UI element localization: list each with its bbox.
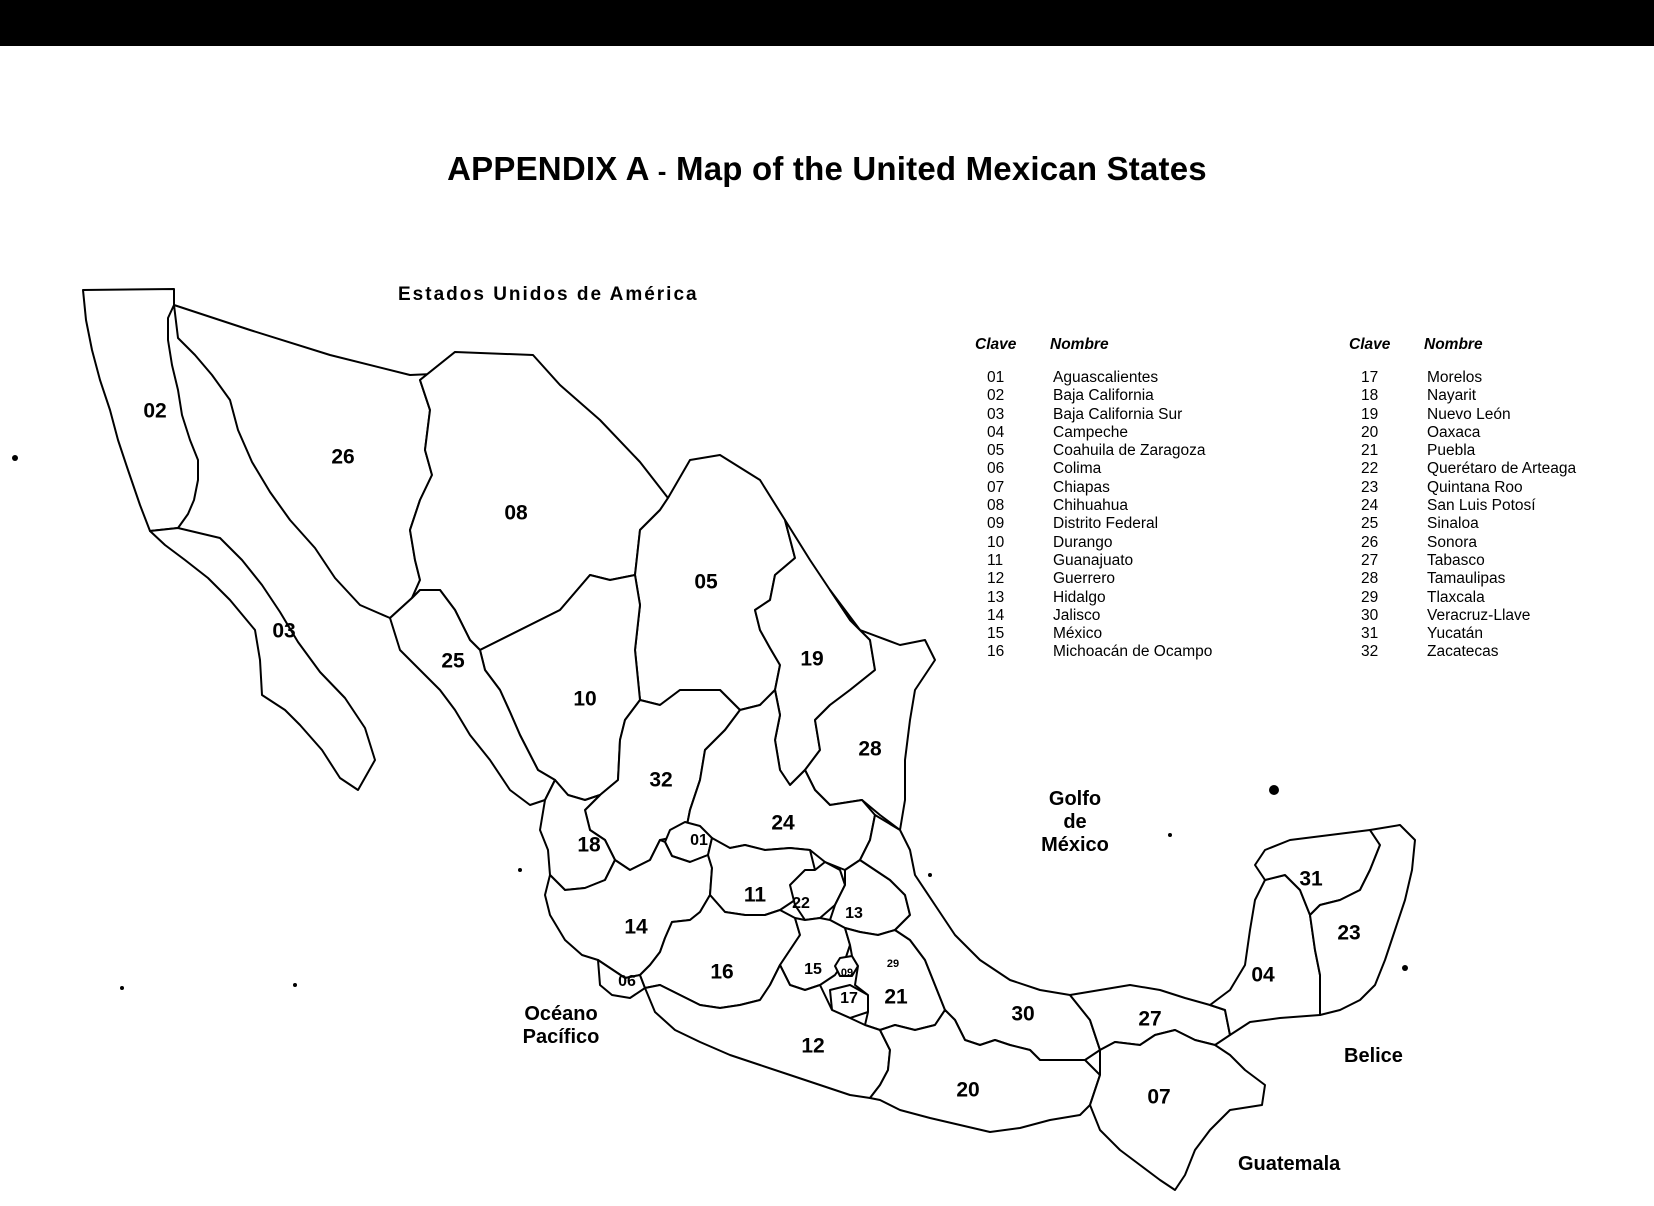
label-15: 15 — [804, 961, 822, 979]
label-08: 08 — [504, 501, 528, 525]
legend-state-name: Nayarit — [1427, 387, 1477, 405]
legend-state-name: Chiapas — [1053, 478, 1110, 496]
label-05: 05 — [694, 570, 718, 594]
island-speck — [518, 868, 522, 872]
island-speck — [928, 873, 932, 877]
legend-state-name: Michoacán de Ocampo — [1053, 643, 1213, 661]
legend-state-name: Morelos — [1427, 369, 1483, 386]
legend-state-name: Querétaro de Arteaga — [1427, 460, 1577, 478]
legend-code: 30 — [1361, 606, 1379, 624]
label-31: 31 — [1299, 867, 1323, 891]
legend-state-name: México — [1053, 625, 1103, 643]
legend-code: 08 — [987, 497, 1005, 515]
legend-state-name: San Luis Potosí — [1427, 497, 1536, 515]
legend-state-name: Sonora — [1427, 533, 1477, 551]
legend-code: 11 — [987, 551, 1004, 569]
label-gulf-of-mexico — [1030, 788, 1120, 857]
legend-code: 26 — [1361, 533, 1379, 551]
pacific-line-1: Océano — [524, 1003, 598, 1025]
label-11: 11 — [743, 883, 767, 907]
label-02: 02 — [143, 399, 167, 423]
label-26: 26 — [331, 445, 355, 469]
legend-code: 17 — [1361, 369, 1379, 386]
legend-code: 07 — [987, 478, 1005, 496]
legend-state-name: Chihuahua — [1053, 497, 1128, 515]
title-dash: - — [657, 156, 667, 186]
island-speck — [1168, 833, 1172, 837]
legend-header-name: Nombre — [1050, 336, 1109, 353]
label-18: 18 — [577, 833, 601, 857]
legend-state-name: Distrito Federal — [1053, 515, 1159, 533]
legend-code: 02 — [987, 387, 1005, 405]
legend-code: 09 — [987, 515, 1005, 533]
legend-code: 28 — [1361, 570, 1379, 588]
legend-state-name: Durango — [1053, 533, 1113, 551]
legend-code: 29 — [1361, 588, 1379, 606]
legend-code: 14 — [987, 606, 1005, 624]
label-17: 17 — [840, 990, 858, 1008]
label-24: 24 — [771, 811, 795, 835]
legend-state-name: Puebla — [1427, 442, 1476, 460]
label-guatemala: Guatemala — [1238, 1153, 1341, 1175]
legend-state-name: Guerrero — [1053, 570, 1116, 588]
legend-state-name: Hidalgo — [1053, 588, 1106, 606]
label-07: 07 — [1147, 1085, 1171, 1109]
island-speck — [12, 455, 18, 461]
label-03: 03 — [272, 619, 296, 643]
legend-code: 06 — [987, 460, 1005, 478]
legend-state-name: Yucatán — [1427, 625, 1484, 643]
legend-code: 22 — [1361, 460, 1379, 478]
legend-code: 15 — [987, 625, 1005, 643]
legend-state-name: Tlaxcala — [1427, 588, 1485, 606]
label-20: 20 — [956, 1078, 980, 1102]
label-06: 06 — [618, 973, 636, 991]
legend-code: 12 — [987, 570, 1005, 588]
legend-code: 13 — [987, 588, 1005, 606]
island-speck — [1269, 785, 1279, 795]
legend-right — [1349, 336, 1649, 676]
title-appendix: APPENDIX A — [447, 150, 649, 187]
legend-state-name: Veracruz-Llave — [1427, 606, 1531, 624]
legend-state-name: Campeche — [1053, 423, 1128, 441]
legend-code: 18 — [1361, 387, 1379, 405]
legend-header-name: Nombre — [1424, 336, 1483, 353]
island-speck — [120, 986, 124, 990]
legend-state-name: Nuevo León — [1427, 405, 1511, 423]
island-speck — [293, 983, 297, 987]
label-14: 14 — [624, 915, 648, 939]
title-rest: Map of the United Mexican States — [676, 150, 1207, 187]
legend-code: 21 — [1361, 442, 1379, 460]
legend-code: 03 — [987, 405, 1005, 423]
label-23: 23 — [1337, 921, 1361, 945]
legend-state-name: Zacatecas — [1427, 643, 1499, 661]
label-13: 13 — [845, 905, 863, 923]
label-27: 27 — [1138, 1007, 1162, 1031]
label-32: 32 — [649, 768, 673, 792]
gulf-line-3: México — [1041, 834, 1109, 856]
legend-left — [975, 336, 1295, 676]
legend-state-name: Colima — [1053, 460, 1102, 478]
legend-code: 27 — [1361, 551, 1379, 569]
legend-header-code: Clave — [1349, 336, 1391, 353]
label-09: 09 — [840, 966, 854, 979]
label-22: 22 — [792, 895, 810, 913]
legend-code: 23 — [1361, 478, 1379, 496]
legend-code: 20 — [1361, 423, 1379, 441]
legend-code: 31 — [1361, 625, 1379, 643]
legend-state-name: Baja California Sur — [1053, 405, 1183, 423]
gulf-line-1: Golfo — [1048, 788, 1102, 810]
label-12: 12 — [801, 1034, 825, 1058]
label-19: 19 — [800, 647, 824, 671]
label-04: 04 — [1251, 963, 1275, 987]
legend-code: 05 — [987, 442, 1005, 460]
island-speck — [1402, 965, 1408, 971]
legend-state-name: Jalisco — [1053, 606, 1101, 624]
legend-state-name: Oaxaca — [1427, 423, 1481, 441]
label-21: 21 — [884, 985, 908, 1009]
legend-code: 16 — [987, 643, 1005, 661]
legend-code: 10 — [987, 533, 1005, 551]
label-10: 10 — [573, 687, 597, 711]
legend-state-name: Tabasco — [1427, 551, 1485, 569]
legend-state-name: Baja California — [1053, 387, 1154, 405]
label-pacific-ocean — [506, 1003, 616, 1049]
pacific-line-2: Pacífico — [522, 1026, 600, 1048]
label-28: 28 — [858, 737, 882, 761]
label-29: 29 — [886, 957, 900, 970]
legend-code: 24 — [1361, 497, 1379, 515]
legend-code: 25 — [1361, 515, 1379, 533]
legend-state-name: Quintana Roo — [1427, 478, 1523, 496]
label-25: 25 — [441, 649, 465, 673]
legend-code: 19 — [1361, 405, 1379, 423]
label-01: 01 — [690, 832, 708, 850]
legend-state-name: Sinaloa — [1427, 515, 1479, 533]
legend-code: 01 — [987, 369, 1005, 386]
label-30: 30 — [1011, 1002, 1035, 1026]
legend-state-name: Coahuila de Zaragoza — [1053, 442, 1206, 460]
legend-code: 04 — [987, 423, 1005, 441]
legend-header-code: Clave — [975, 336, 1017, 353]
label-belize: Belice — [1344, 1045, 1403, 1067]
legend-state-name: Tamaulipas — [1427, 570, 1506, 588]
legend-code: 32 — [1361, 643, 1379, 661]
legend-state-name: Guanajuato — [1053, 551, 1134, 569]
gulf-line-2: de — [1063, 811, 1087, 833]
legend-state-name: Aguascalientes — [1053, 369, 1159, 386]
label-usa: Estados Unidos de América — [398, 284, 699, 305]
label-16: 16 — [710, 960, 734, 984]
